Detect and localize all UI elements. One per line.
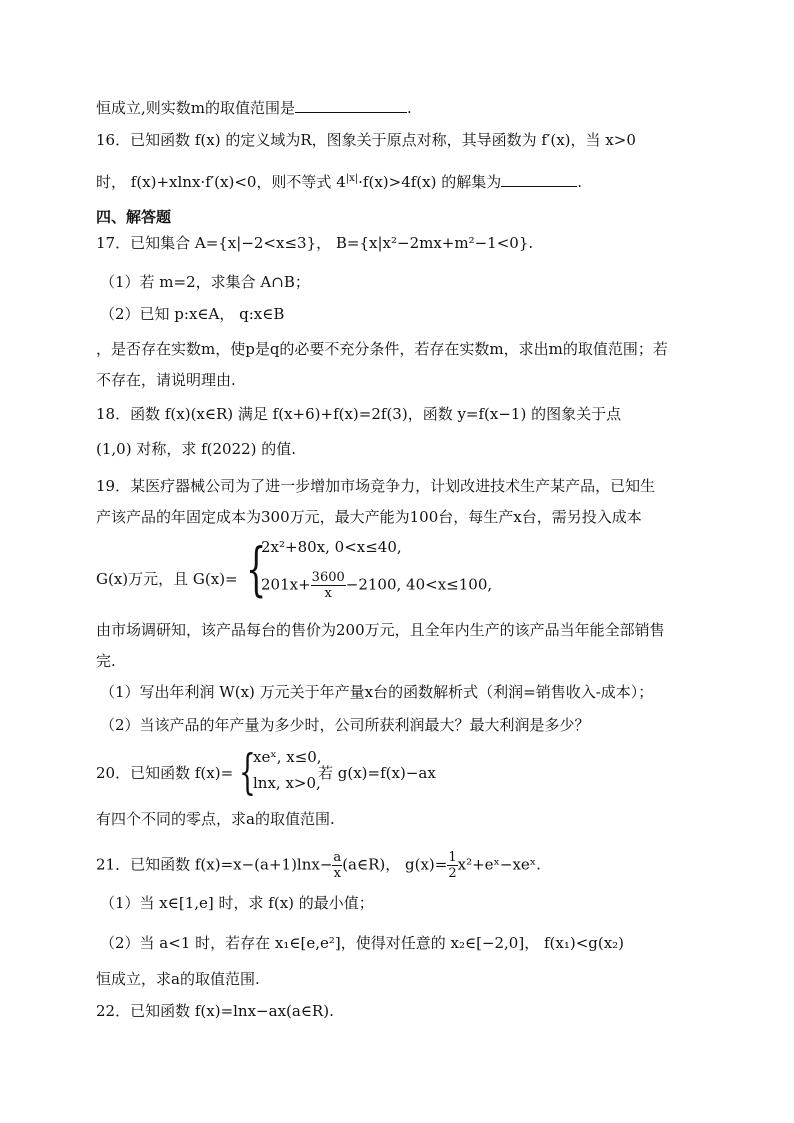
q20-line-2: 有四个不同的零点，求a的取值范围. (96, 810, 335, 828)
q17-part-1: （1）若 m=2，求集合 A∩B； (100, 273, 310, 291)
answer-blank (295, 97, 407, 113)
q18-line-2: (1,0) 对称，求 f(2022) 的值. (96, 440, 297, 458)
fraction: $\frac{1}{2}$ (448, 850, 457, 881)
q19-line-2: 产该产品的年固定成本为300万元，最大产能为100台，每生产x台，需另投入成本 (96, 508, 642, 526)
q17-line-4: ，是否存在实数m，使p是q的必要不充分条件，若存在实数m，求出m的取值范围；若 (96, 340, 668, 358)
q19-line-4: 由市场调研知，该产品每台的售价为200万元，且全年内生产的该产品当年能全部销售 (96, 621, 665, 639)
q17-line-1: 17．已知集合 A={x|−2<x≤3}， B={x|x²−2mx+m²−1<0}. (96, 234, 534, 252)
q21-part-1: （1）当 x∈[1,e] 时，求 f(x) 的最小值； (100, 894, 374, 912)
q19-line-1: 19．某医疗器械公司为了进一步增加市场竞争力，计划改进技术生产某产品，已知生 (96, 477, 656, 495)
q15-tail-text: 恒成立,则实数m的取值范围是 (96, 99, 295, 117)
q20-case-1: xeˣ, x≤0, (253, 748, 322, 766)
q20-after: 若 g(x)=f(x)−ax (318, 764, 436, 782)
q21-line-4: 恒成立，求a的取值范围. (96, 970, 260, 988)
q18-line-1: 18．函数 f(x)(x∈R) 满足 f(x+6)+f(x)=2f(3)，函数 y=f(x−1) 的图象关于点 (96, 405, 622, 423)
q19-part-2: （2）当该产品的年产量为多少时，公司所获利润最大？最大利润是多少？ (100, 716, 590, 734)
q16-line-1: 16．已知函数 f(x) 的定义域为R，图象关于原点对称，其导函数为 f′(x)，当 x>0 (96, 131, 636, 149)
q15-tail-line: 恒成立,则实数m的取值范围是 . (96, 99, 412, 117)
fraction: $\frac{3600}{x}$ (311, 570, 345, 601)
piecewise-brace: { (239, 744, 256, 800)
q21-part-2: （2）当 a<1 时，若存在 x₁∈[e,e²]，使得对任意的 x₂∈[−2,0]， f(x₁)<g(x₂) (100, 934, 625, 952)
q20-label: 20．已知函数 f(x)= (96, 764, 234, 782)
section-title: 四、解答题 (96, 208, 172, 226)
q19-case-2: 201x+ $\frac{3600}{x}$ −2100, 40<x≤100, (261, 570, 493, 601)
q19-case-1: 2x²+80x, 0<x≤40, (261, 538, 402, 556)
q19-line-5: 完. (96, 652, 116, 670)
q19-G-label: G(x)万元，且 G(x)= (96, 570, 238, 588)
q22-line-1: 22．已知函数 f(x)=lnx−ax(a∈R). (96, 1002, 334, 1020)
piecewise-brace: { (246, 535, 267, 603)
q19-part-1: （1）写出年利润 W(x) 万元关于年产量x台的函数解析式（利润=销售收入-成本）； (100, 683, 654, 701)
answer-blank (501, 171, 577, 187)
q17-line-5: 不存在，请说明理由. (96, 371, 236, 389)
q21-line-1: 21．已知函数 f(x)=x−(a+1)lnx− $\frac{a}{x}$ (a∈R)， g(x)= $\frac{1}{2}$ x²+eˣ−xeˣ. (96, 850, 541, 881)
q17-part-2: （2）已知 p:x∈A， q:x∈B (100, 305, 285, 323)
q16-line-2: 时， f(x)+xlnx·f′(x)<0，则不等式 $4^{|x|}\cdot f(x)>4f(x)$ 的解集为 . (96, 173, 583, 191)
fraction: $\frac{a}{x}$ (333, 850, 342, 881)
q20-case-2: lnx, x>0, (253, 774, 321, 792)
